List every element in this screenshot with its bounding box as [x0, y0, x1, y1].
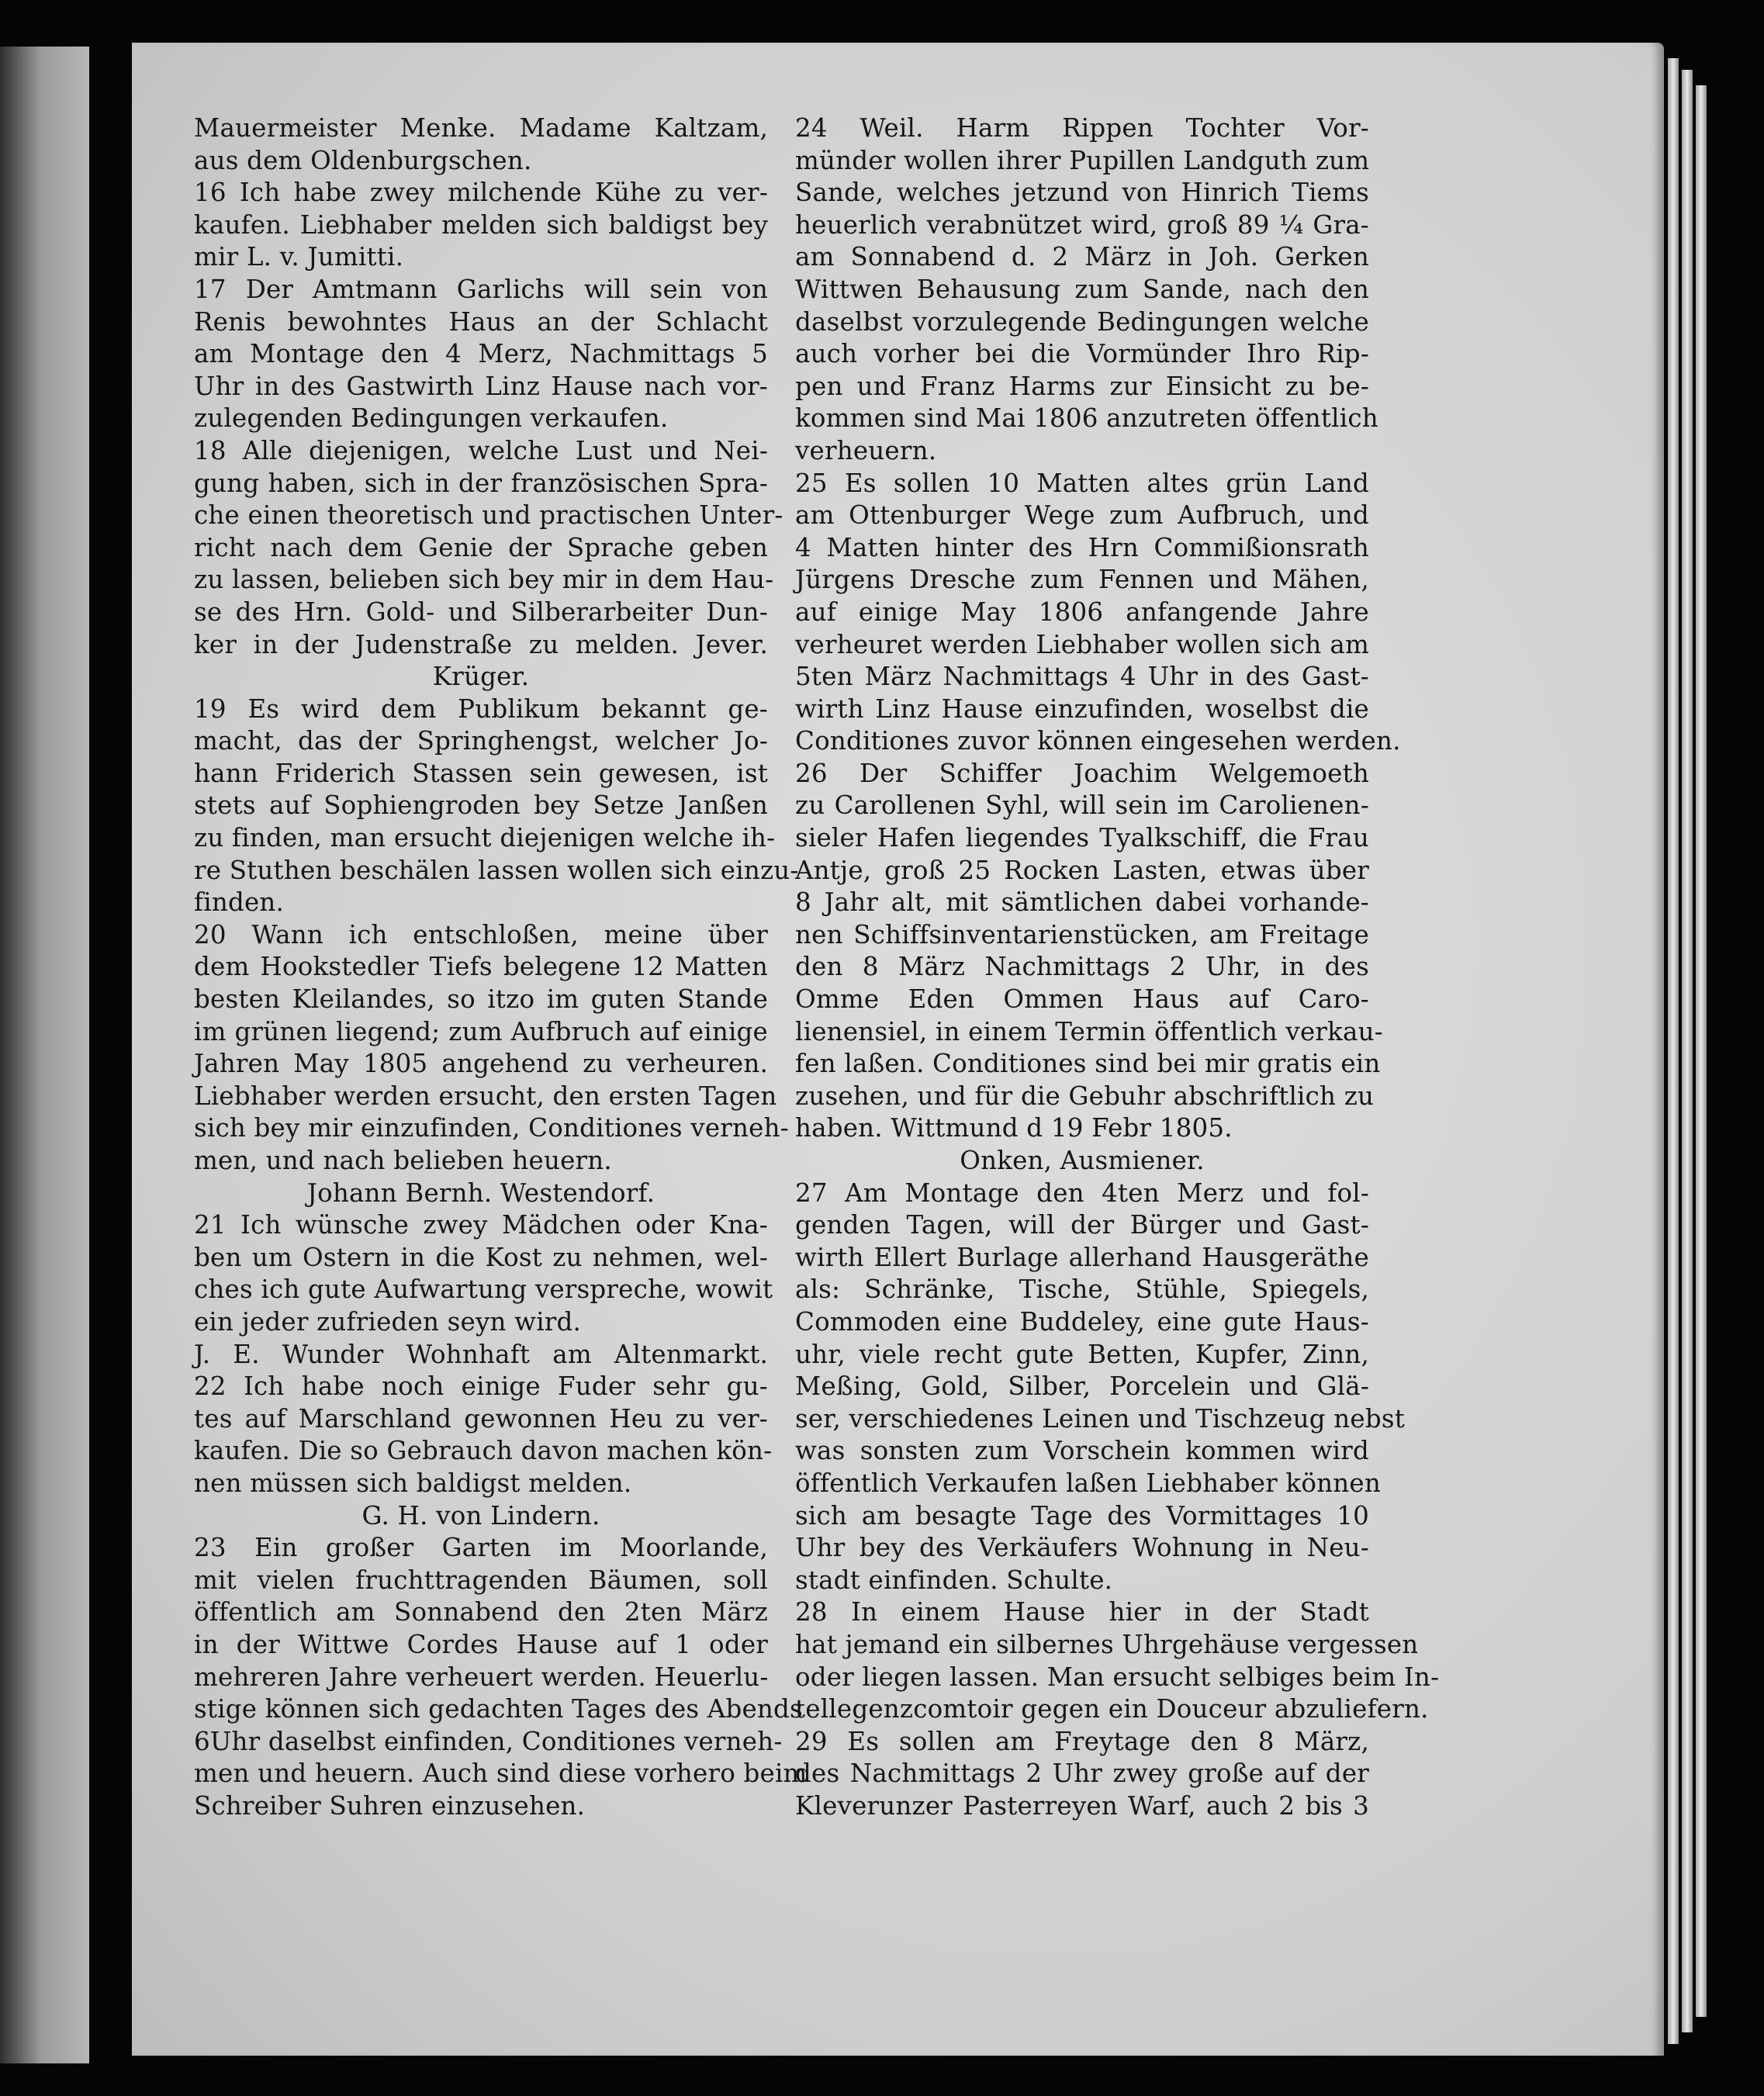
text-line: 23 Ein großer Garten im Moorlande, [194, 1533, 768, 1563]
adjacent-page-edge [0, 47, 89, 2063]
text-line: Kleverunzer Pasterreyen Warf, auch 2 bis 3 [795, 1790, 1369, 1821]
text-line: stadt einfinden. Schulte. [795, 1565, 1113, 1595]
text-line: heuerlich verabnützet wird, groß 89 ¼ Gra- [795, 209, 1369, 240]
text-line: 21 Ich wünsche zwey Mädchen oder Kna- [194, 1210, 768, 1240]
text-line: verheuern. [795, 435, 937, 465]
text-line: kaufen. Liebhaber melden sich baldigst bey [194, 209, 768, 240]
text-line: kommen sind Mai 1806 anzutreten öffentlich [795, 403, 1378, 434]
text-line: zu lassen, belieben sich bey mir in dem Hau- [194, 565, 774, 595]
text-line: Jahren May 1805 angehend zu verheuren. [194, 1049, 768, 1079]
text-line: den 8 März Nachmittags 2 Uhr, in des [795, 952, 1369, 982]
text-line: Conditiones zuvor können eingesehen werden. [795, 726, 1401, 756]
text-line: macht, das der Springhengst, welcher Jo- [194, 726, 768, 756]
text-line: sich bey mir einzufinden, Conditiones verneh- [194, 1113, 789, 1143]
text-line: am Ottenburger Wege zum Aufbruch, und [795, 500, 1369, 531]
text-line: 25 Es sollen 10 Matten altes grün Land [795, 468, 1369, 498]
text-line: Commoden eine Buddeley, eine gute Haus- [795, 1306, 1369, 1337]
page-edge-stack [1696, 85, 1707, 2017]
text-line: mehreren Jahre verheuert werden. Heuerlu- [194, 1662, 769, 1692]
text-line: finden. [194, 887, 285, 918]
text-line: 22 Ich habe noch einige Fuder sehr gu- [194, 1371, 768, 1402]
text-line: dem Hookstedler Tiefs belegene 12 Matten [194, 952, 768, 982]
text-line: che einen theoretisch und practischen Unter- [194, 500, 783, 531]
text-line: 24 Weil. Harm Rippen Tochter Vor- [795, 113, 1369, 143]
text-line: Johann Bernh. Westendorf. [306, 1178, 655, 1208]
text-line: zu Carollenen Syhl, will sein im Carolienen- [795, 790, 1369, 821]
text-line: münder wollen ihrer Pupillen Landguth zum [795, 145, 1370, 175]
text-line: besten Kleilandes, so itzo im guten Stande [194, 984, 768, 1015]
text-line: verheuret werden Liebhaber wollen sich am [795, 629, 1369, 659]
text-line: sieler Hafen liegendes Tyalkschiff, die Frau [795, 823, 1369, 853]
text-line: sich am besagte Tage des Vormittages 10 [795, 1500, 1369, 1530]
text-line: men, und nach belieben heuern. [194, 1146, 612, 1175]
text-line: zusehen, und für die Gebuhr abschriftlich zu [795, 1081, 1375, 1111]
text-line: G. H. von Lindern. [361, 1500, 600, 1530]
text-line: tellegenzcomtoir gegen ein Douceur abzuliefern. [795, 1694, 1429, 1724]
text-line: hann Friderich Stassen sein gewesen, ist [194, 758, 768, 788]
text-line: oder liegen lassen. Man ersucht selbiges beim In- [795, 1662, 1440, 1692]
text-line: 19 Es wird dem Publikum bekannt ge- [194, 693, 768, 724]
text-line: wirth Ellert Burlage allerhand Hausgeräthe [795, 1242, 1369, 1272]
page-edge-stack [1668, 58, 1679, 2044]
text-line: ben um Ostern in die Kost zu nehmen, wel- [194, 1242, 768, 1272]
text-line: J. E. Wunder Wohnhaft am Altenmarkt. [194, 1339, 768, 1369]
text-line: aus dem Oldenburgschen. [194, 145, 532, 175]
text-line: in der Wittwe Cordes Hause auf 1 oder [194, 1629, 768, 1659]
page-edge-stack [1682, 70, 1693, 2032]
text-line: mir L. v. Jumitti. [194, 242, 404, 272]
text-line: wirth Linz Hause einzufinden, woselbst die [795, 693, 1369, 724]
text-line: des Nachmittags 2 Uhr zwey große auf der [795, 1759, 1369, 1789]
text-line: Omme Eden Ommen Haus auf Caro- [795, 984, 1369, 1015]
text-line: kaufen. Die so Gebrauch davon machen kön- [194, 1436, 773, 1466]
text-line: zu finden, man ersucht diejenigen welche ih- [194, 823, 776, 853]
text-line: auch vorher bei die Vormünder Ihro Rip- [795, 339, 1369, 369]
text-line: im grünen liegend; zum Aufbruch auf einige [194, 1016, 768, 1046]
text-line: richt nach dem Genie der Sprache geben [194, 532, 768, 562]
text-line: Jürgens Dresche zum Fennen und Mähen, [795, 565, 1369, 595]
text-line: se des Hrn. Gold- und Silberarbeiter Dun- [194, 597, 768, 627]
text-line: nen müssen sich baldigst melden. [194, 1468, 632, 1498]
text-line: Renis bewohntes Haus an der Schlacht [194, 306, 768, 337]
text-line: auf einige May 1806 anfangende Jahre [795, 597, 1369, 627]
text-line: ser, verschiedenes Leinen und Tischzeug nebst [795, 1403, 1405, 1434]
text-line: Schreiber Suhren einzusehen. [194, 1790, 586, 1821]
text-line: öffentlich Verkaufen laßen Liebhaber können [795, 1468, 1381, 1498]
text-line: 26 Der Schiffer Joachim Welgemoeth [795, 758, 1369, 788]
text-line: uhr, viele recht gute Betten, Kupfer, Zinn, [795, 1339, 1369, 1369]
text-line: am Montage den 4 Merz, Nachmittags 5 [194, 339, 768, 369]
right-column [795, 112, 1440, 1822]
text-line: Mauermeister Menke. Madame Kaltzam, [194, 113, 768, 143]
text-line: 4 Matten hinter des Hrn Commißionsrath [795, 532, 1369, 562]
text-line: zulegenden Bedingungen verkaufen. [194, 403, 669, 434]
text-line: Antje, groß 25 Rocken Lasten, etwas über [795, 855, 1369, 885]
text-line: Sande, welches jetzund von Hinrich Tiems [795, 178, 1369, 208]
text-line: ches ich gute Aufwartung verspreche, wowit [194, 1275, 773, 1305]
text-line: nen Schiffsinventarienstücken, am Freitage [795, 919, 1369, 949]
text-line: hat jemand ein silbernes Uhrgehäuse vergessen [795, 1629, 1419, 1659]
text-line: re Stuthen beschälen lassen wollen sich einzu- [194, 855, 799, 885]
text-line: stige können sich gedachten Tages des Abends [194, 1694, 803, 1724]
text-line: ker in der Judenstraße zu melden. Jever. [194, 629, 768, 659]
text-line: tes auf Marschland gewonnen Heu zu ver- [194, 1403, 768, 1434]
text-line: Liebhaber werden ersucht, den ersten Tagen [194, 1081, 777, 1111]
text-line: pen und Franz Harms zur Einsicht zu be- [795, 371, 1369, 401]
text-line: Uhr bey des Verkäufers Wohnung in Neu- [795, 1533, 1369, 1563]
text-line: Meßing, Gold, Silber, Porcelein und Glä- [795, 1371, 1369, 1402]
text-line: genden Tagen, will der Bürger und Gast- [795, 1210, 1369, 1240]
text-line: was sonsten zum Vorschein kommen wird [795, 1436, 1369, 1466]
text-line: 16 Ich habe zwey milchende Kühe zu ver- [194, 178, 768, 208]
text-line: gung haben, sich in der französischen Spra- [194, 468, 768, 498]
text-line: 29 Es sollen am Freytage den 8 März, [795, 1726, 1369, 1756]
text-line: mit vielen fruchttragenden Bäumen, soll [194, 1565, 768, 1595]
text-line: Onken, Ausmiener. [960, 1146, 1205, 1175]
text-line: 5ten März Nachmittags 4 Uhr in des Gast- [795, 662, 1369, 692]
text-line: stets auf Sophiengroden bey Setze Janßen [194, 790, 768, 821]
text-line: fen laßen. Conditiones sind bei mir gratis ein [795, 1049, 1381, 1079]
left-column [194, 112, 808, 1822]
text-line: Wittwen Behausung zum Sande, nach den [795, 274, 1369, 304]
text-line: 6Uhr daselbst einfinden, Conditiones verneh- [194, 1726, 783, 1756]
text-line: am Sonnabend d. 2 März in Joh. Gerken [795, 242, 1369, 272]
text-line: als: Schränke, Tische, Stühle, Spiegels, [795, 1275, 1369, 1305]
text-line: men und heuern. Auch sind diese vorhero beim [194, 1759, 808, 1789]
text-line: ein jeder zufrieden seyn wird. [194, 1306, 582, 1337]
text-line: 28 In einem Hause hier in der Stadt [795, 1597, 1369, 1627]
text-line: 18 Alle diejenigen, welche Lust und Nei- [194, 435, 768, 465]
text-line: Krüger. [432, 662, 530, 692]
text-line: 17 Der Amtmann Garlichs will sein von [194, 274, 768, 304]
text-line: haben. Wittmund d 19 Febr 1805. [795, 1113, 1233, 1143]
text-line: Uhr in des Gastwirth Linz Hause nach vor- [194, 371, 768, 401]
text-line: lienensiel, in einem Termin öffentlich verkau- [795, 1016, 1383, 1046]
text-line: 27 Am Montage den 4ten Merz und fol- [795, 1178, 1369, 1208]
text-line: daselbst vorzulegende Bedingungen welche [795, 306, 1369, 337]
text-line: 20 Wann ich entschloßen, meine über [194, 919, 768, 949]
text-line: öffentlich am Sonnabend den 2ten März [194, 1597, 768, 1627]
text-line: 8 Jahr alt, mit sämtlichen dabei vorhande- [795, 887, 1369, 918]
